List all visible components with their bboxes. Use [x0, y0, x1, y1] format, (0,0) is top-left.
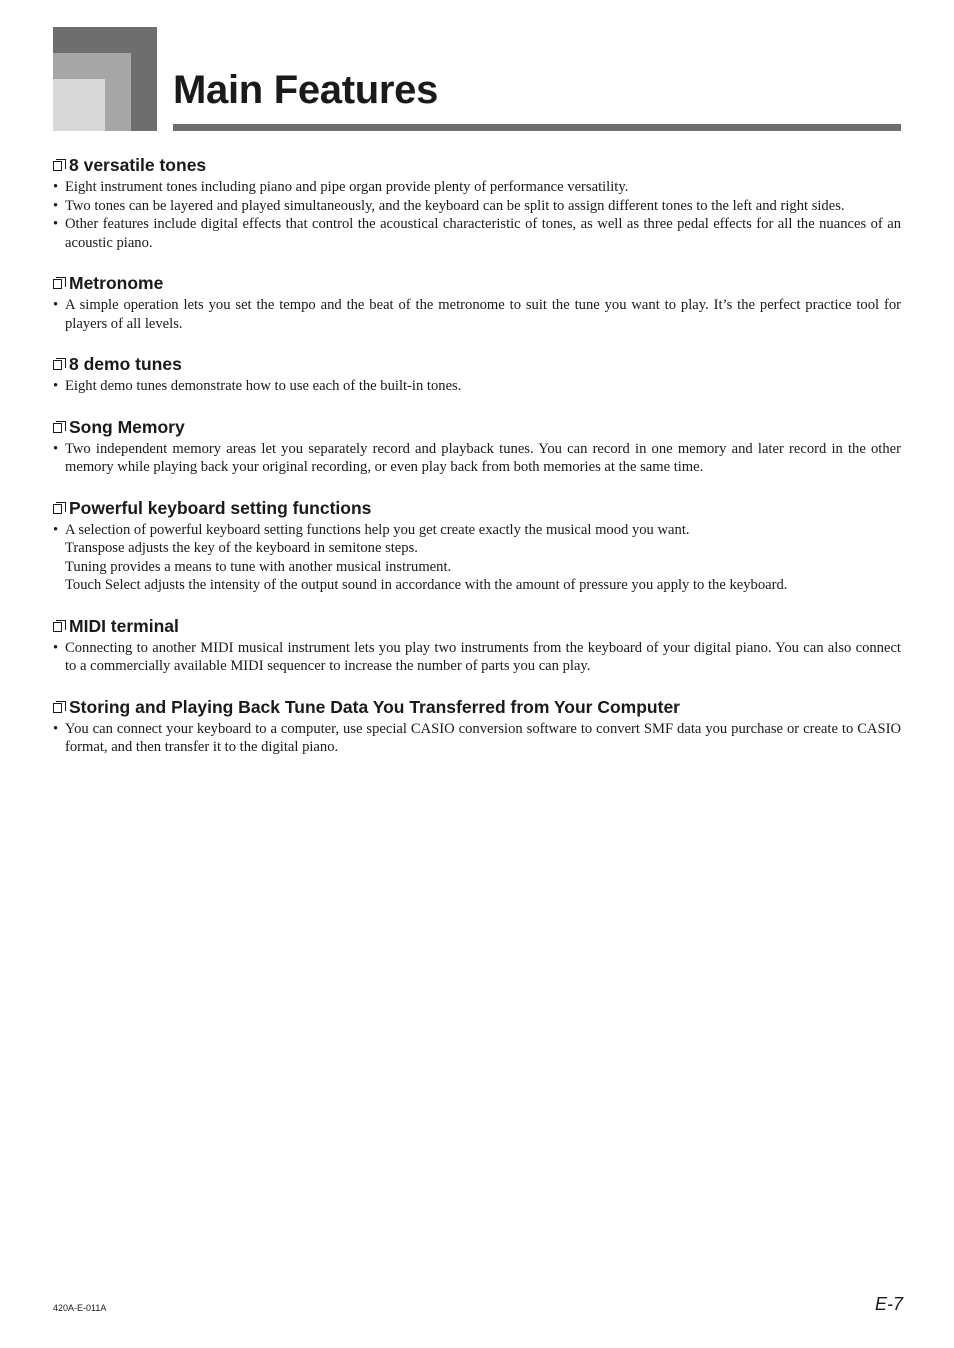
section-heading-label: Storing and Playing Back Tune Data You Transferred from Your Computer — [69, 696, 680, 717]
bullet-list — [53, 377, 901, 396]
section-heading — [53, 414, 901, 440]
bullet-text: • Eight demo tunes demonstrate how to use each of the built-in tones. — [65, 378, 462, 394]
feature-section — [53, 495, 901, 595]
footer-code: 420A-E-011A — [53, 1303, 107, 1313]
bullet-item — [53, 639, 901, 676]
feature-section — [53, 152, 901, 252]
checkbox-icon — [53, 504, 62, 514]
feature-section — [53, 694, 901, 757]
bullet-text: • Eight instrument tones including piano and pipe organ provide plenty of performance versatility. — [65, 179, 629, 195]
bullet-text: • Two independent memory areas let you separately record and playback tunes. You can record in one memory and later record in the other memory while playing back your original recording, or even play back from both memories at the same time. — [65, 440, 901, 475]
header-decoration — [53, 27, 157, 131]
title-rule — [173, 124, 901, 131]
bullet-text: Touch Select adjusts the intensity of the output sound in accordance with the amount of pressure you apply to the keyboard. — [65, 577, 788, 593]
bullet-text: Tuning provides a means to tune with another musical instrument. — [65, 558, 452, 575]
bullet-item — [53, 215, 901, 252]
bullet-text: • Other features include digital effects that control the acoustical characteristic of tones, as well as three pedal effects for all the nuances of an acoustic piano. — [65, 216, 901, 251]
checkbox-icon — [53, 279, 62, 289]
section-heading — [53, 351, 901, 377]
section-heading-label: Metronome — [69, 273, 164, 293]
feature-section — [53, 414, 901, 477]
bullet-list — [53, 178, 901, 252]
bullet-text: • A simple operation lets you set the tempo and the beat of the metronome to suit the tune you want to play. It’s the perfect practice tool for players of all levels. — [65, 297, 901, 332]
section-heading — [53, 694, 901, 720]
feature-section — [53, 270, 901, 333]
bullet-text: • Two tones can be layered and played simultaneously, and the keyboard can be split to assign different tones to the left and right sides. — [65, 197, 845, 214]
section-heading — [53, 270, 901, 296]
bullet-item — [53, 440, 901, 477]
bullet-item — [53, 521, 901, 595]
checkbox-icon — [53, 622, 62, 632]
checkbox-icon — [53, 161, 62, 171]
bullet-text: • A selection of powerful keyboard setting functions help you get create exactly the musical mood you want. — [65, 521, 690, 538]
section-heading-label: Powerful keyboard setting functions — [69, 497, 372, 518]
checkbox-icon — [53, 360, 62, 370]
checkbox-icon — [53, 703, 62, 713]
bullet-list — [53, 521, 901, 595]
features-content — [53, 152, 901, 757]
bullet-list — [53, 720, 901, 757]
bullet-list — [53, 639, 901, 676]
bullet-list — [53, 296, 901, 333]
bullet-text: • Connecting to another MIDI musical instrument lets you play two instruments from the keyboard of your digital piano. You can also connect to a commercially available MIDI sequencer to increase the number of parts you can play. — [65, 639, 901, 674]
section-heading — [53, 613, 901, 639]
feature-section — [53, 351, 901, 396]
page-title: Main Features — [173, 68, 439, 112]
header-decoration-inner — [53, 79, 105, 131]
bullet-text: Transpose adjusts the key of the keyboard in semitone steps. — [65, 540, 418, 556]
bullet-list — [53, 440, 901, 477]
feature-section — [53, 613, 901, 676]
checkbox-icon — [53, 423, 62, 433]
section-heading — [53, 495, 901, 521]
bullet-text: • You can connect your keyboard to a computer, use special CASIO conversion software to convert SMF data you purchase or create to CASIO format, and then transfer it to the digital piano. — [65, 720, 901, 755]
bullet-item — [53, 377, 901, 396]
bullet-item — [53, 296, 901, 333]
section-heading-label: 8 versatile tones — [69, 155, 207, 175]
section-heading — [53, 152, 901, 178]
section-heading-label: MIDI terminal — [69, 615, 179, 636]
section-heading-label: Song Memory — [69, 416, 185, 437]
bullet-item — [53, 720, 901, 757]
section-heading-label: 8 demo tunes — [69, 354, 182, 374]
page-number: E-7 — [874, 1294, 903, 1314]
bullet-item — [53, 197, 901, 216]
bullet-item — [53, 178, 901, 197]
